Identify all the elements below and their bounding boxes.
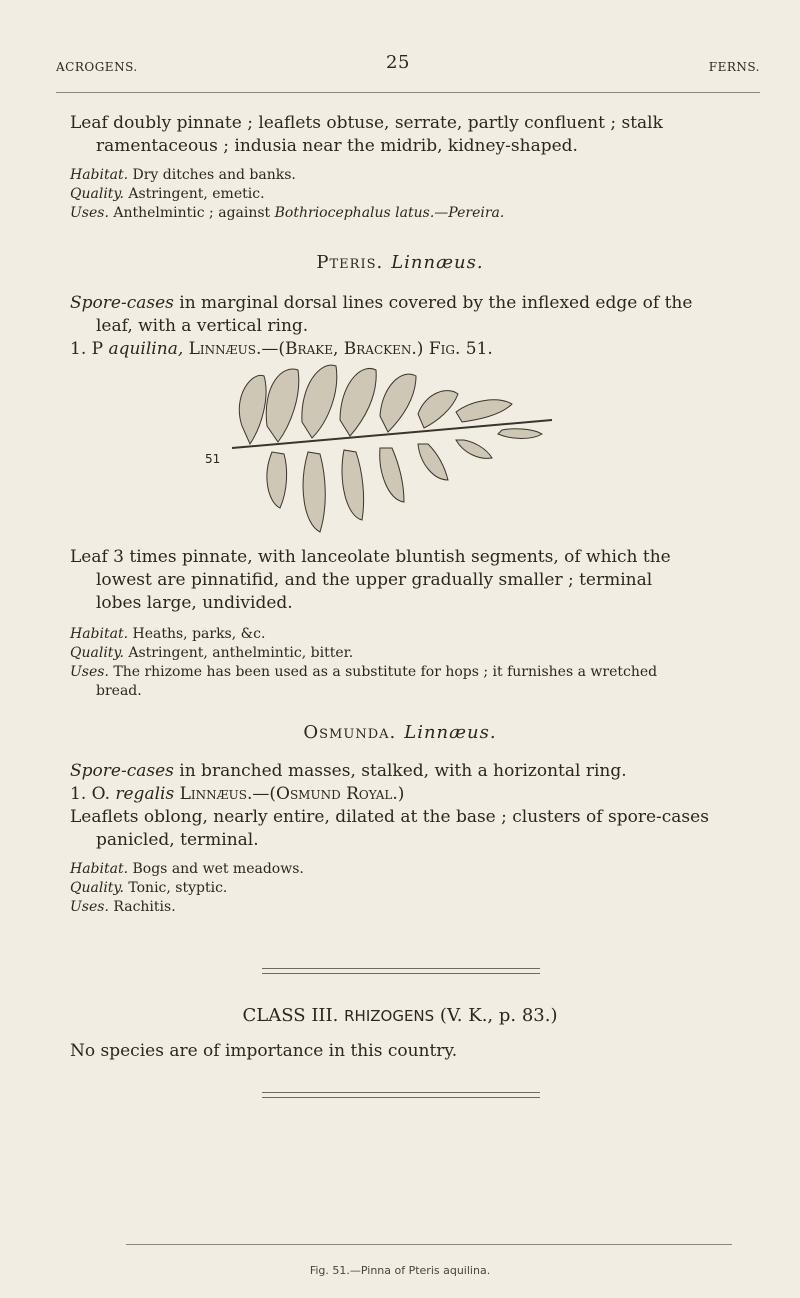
spore-label: Spore-cases	[70, 293, 174, 313]
desc-line: ramentaceous ; indusia near the midrib, kidney-shaped.	[96, 136, 578, 156]
species-number: 1. P	[70, 339, 104, 359]
desc-line: Leaflets oblong, nearly entire, dilated at the base ; clusters of spore-cases	[70, 807, 709, 827]
uses-text: bread.	[96, 683, 142, 699]
figure-caption: Fig. 51.—Pinna of Pteris aquilina.	[309, 1264, 491, 1277]
habitat-text: Heaths, parks, &c.	[132, 626, 266, 642]
habitat-text: Bogs and wet meadows.	[132, 861, 304, 877]
class-name: RHIZOGENS	[344, 1007, 435, 1025]
species-name: aquilina,	[108, 339, 184, 359]
habitat-label: Habitat.	[70, 167, 129, 183]
section-divider	[262, 1092, 540, 1098]
spore-label: Spore-cases	[70, 761, 174, 781]
desc-line: Leaf 3 times pinnate, with lanceolate bluntish segments, of which the	[70, 547, 671, 567]
species-number: 1. O.	[70, 784, 110, 804]
leaf-description	[70, 806, 760, 852]
uses-species: Bothriocephalus latus	[274, 205, 430, 221]
header-left: ACROGENS.	[56, 60, 138, 74]
quality-label: Quality.	[70, 186, 124, 202]
spore-text: in branched masses, stalked, with a horizontal ring.	[179, 761, 627, 781]
quality-label: Quality.	[70, 645, 124, 661]
section-divider	[262, 968, 540, 974]
desc-line: lobes large, undivided.	[96, 593, 293, 613]
spore-text: leaf, with a vertical ring.	[96, 316, 309, 336]
class-title: CLASS III.	[242, 1005, 339, 1026]
leaf-description	[70, 112, 750, 158]
species-entry	[70, 783, 760, 806]
genus-name: Osmunda.	[303, 722, 397, 743]
uses-label: Uses.	[70, 899, 109, 915]
quality-text: Tonic, styptic.	[128, 880, 228, 896]
quality-note	[70, 644, 760, 663]
genus-name: Pteris.	[316, 252, 384, 273]
species-authority: Linnæus.—(Brake, Bracken.) Fig. 51.	[188, 339, 493, 359]
quality-text: Astringent, emetic.	[128, 186, 265, 202]
uses-label: Uses.	[70, 205, 109, 221]
genus-author: Linnæus.	[404, 722, 497, 743]
habitat-note	[70, 860, 760, 879]
species-authority: Linnæus.—(Osmund Royal.)	[179, 784, 405, 804]
fern-pinna-illustration	[212, 356, 572, 536]
uses-note	[70, 204, 750, 223]
species-name: regalis	[115, 784, 175, 804]
footer-rule	[126, 1244, 732, 1245]
header-right: FERNS.	[708, 60, 760, 74]
genus-heading-pteris	[0, 252, 800, 273]
habitat-label: Habitat.	[70, 861, 129, 877]
leaf-description	[70, 546, 760, 615]
species-continued	[70, 112, 750, 223]
class-text: No species are of importance in this country.	[70, 1041, 458, 1061]
uses-text: Anthelmintic ; against	[113, 205, 271, 221]
desc-line: lowest are pinnatifid, and the upper gradually smaller ; terminal	[96, 570, 653, 590]
class-heading	[0, 1005, 800, 1026]
desc-line: Leaf doubly pinnate ; leaflets obtuse, serrate, partly confluent ; stalk	[70, 113, 663, 133]
uses-label: Uses.	[70, 664, 109, 680]
quality-text: Astringent, anthelmintic, bitter.	[128, 645, 354, 661]
genus-author: Linnæus.	[391, 252, 484, 273]
uses-text: The rhizome has been used as a substitute for hops ; it furnishes a wretched	[113, 664, 658, 680]
spore-description	[70, 292, 750, 338]
pteris-description	[70, 546, 760, 701]
desc-line: panicled, terminal.	[96, 830, 259, 850]
habitat-note	[70, 166, 750, 185]
uses-source: .—Pereira.	[429, 205, 505, 221]
osmunda-characters	[70, 760, 760, 917]
quality-note	[70, 185, 750, 204]
pteris-characters	[70, 292, 750, 361]
quality-note	[70, 879, 760, 898]
genus-heading-osmunda	[0, 722, 800, 743]
page-number: 25	[386, 52, 410, 73]
uses-note	[70, 898, 760, 917]
habitat-note	[70, 625, 760, 644]
uses-text: Rachitis.	[113, 899, 176, 915]
figure-number: 51	[205, 452, 221, 466]
header-rule	[56, 92, 760, 93]
habitat-text: Dry ditches and banks.	[132, 167, 296, 183]
spore-text: in marginal dorsal lines covered by the inflexed edge of the	[179, 293, 693, 313]
habitat-label: Habitat.	[70, 626, 129, 642]
spore-description	[70, 760, 760, 783]
class-text-block	[70, 1040, 760, 1063]
uses-note	[70, 663, 760, 701]
quality-label: Quality.	[70, 880, 124, 896]
class-reference: (V. K., p. 83.)	[439, 1005, 558, 1026]
running-header	[56, 52, 760, 76]
